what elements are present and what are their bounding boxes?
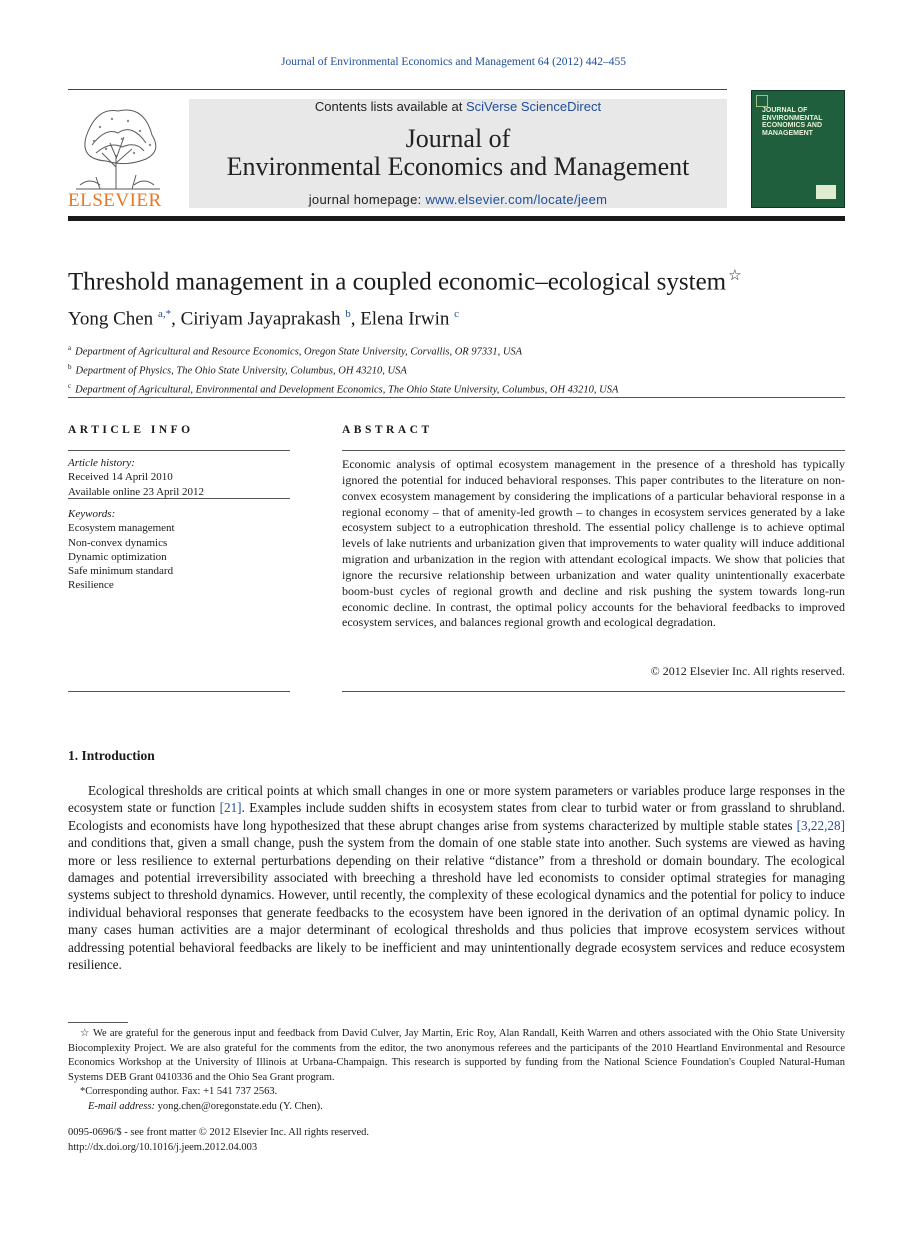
intro-text: Ecological thresholds are critical points at which small changes in one or more system parameters or variables produce large responses in the ecosystem state or function xyxy=(68,783,845,816)
doi-link[interactable]: http://dx.doi.org/10.1016/j.jeem.2012.04.003 xyxy=(68,1142,258,1153)
keyword: Safe minimum standard xyxy=(68,565,174,578)
journal-title-line1: Journal of xyxy=(405,124,511,153)
history-label: Article history: xyxy=(68,457,135,469)
abstract-heading: ABSTRACT xyxy=(342,424,433,436)
author-name[interactable]: Yong Chen xyxy=(68,308,154,330)
header-thick-rule xyxy=(68,216,845,221)
available-date: Available online 23 April 2012 xyxy=(68,485,205,498)
affiliation xyxy=(68,379,618,398)
footnote-rule xyxy=(68,1022,128,1023)
abstract-rule-bottom xyxy=(342,691,845,692)
affiliation-text: Department of Physics, The Ohio State University, Columbus, OH 43210, USA xyxy=(75,365,407,377)
article-title-text: Threshold management in a coupled economic–ecological system xyxy=(68,268,727,296)
keyword: Resilience xyxy=(68,579,114,592)
cover-title: JOURNAL OF ENVIRONMENTAL ECONOMICS AND MANAGEMENT xyxy=(762,107,823,137)
cover-publisher-mark-icon xyxy=(816,185,836,199)
affiliation-mark: b xyxy=(68,363,72,371)
author-name[interactable]: Ciriyam Jayaprakash xyxy=(180,308,341,330)
affiliation-text: Department of Agricultural, Environmental and Development Economics, The Ohio State University, Columbus, OH 43210, USA xyxy=(75,384,619,396)
abstract-text: Economic analysis of optimal ecosystem management in the presence of a threshold has typically ignored the potential for induced behavioral responses. This paper contributes to the literature on non-convex ecosystem management by considering the implications of a particular behavioral response in a regional economy – that of amenity-led growth – to changes in ecosystem services generated by a lake ecosystem subject to a eutrophication threshold. The essential policy challenge is to achieve optimal levels of lake nutrients and urbanization given that improvements to water quality will induce additional migration and urbanization in the region with attendant ecological impacts. We show that policies that ignore the recursive relationship between urbanization and water quality unintentionally exacerbate boom-bust cycles of regional growth and decline and risk pushing the system towards long-run economic decline. In contrast, the optimal policy accounts for the behavioral feedbacks to improved ecosystem services, and balances regional growth and ecological degradation. xyxy=(342,457,845,630)
affiliation-text: Department of Agricultural and Resource Economics, Oregon State University, Corvallis, OR 97331, USA xyxy=(75,346,523,358)
keywords xyxy=(68,507,290,593)
sciencedirect-link[interactable]: SciVerse ScienceDirect xyxy=(465,99,602,114)
author-separator: , xyxy=(350,308,361,330)
article-title xyxy=(68,266,742,296)
keyword: Dynamic optimization xyxy=(68,550,167,563)
author-list xyxy=(68,308,459,330)
citation-link[interactable]: [3,22,28] xyxy=(796,817,845,833)
cover-logo-icon xyxy=(756,95,768,107)
keyword: Ecosystem management xyxy=(68,522,175,535)
author-separator: , xyxy=(171,308,181,330)
abstract-copyright: © 2012 Elsevier Inc. All rights reserved. xyxy=(650,664,845,678)
journal-reference[interactable]: Journal of Environmental Economics and Management 64 (2012) 442–455 xyxy=(281,56,626,68)
author-name[interactable]: Elena Irwin xyxy=(360,308,450,330)
author-affiliation-mark[interactable]: a,* xyxy=(157,308,172,320)
article-info-rule-bottom xyxy=(68,691,290,692)
received-date: Received 14 April 2010 xyxy=(68,471,173,484)
journal-title xyxy=(189,125,727,181)
section-heading-introduction: 1. Introduction xyxy=(68,748,155,763)
journal-title-line2: Environmental Economics and Management xyxy=(226,152,690,181)
affiliation xyxy=(68,341,618,360)
article-info-heading: ARTICLE INFO xyxy=(68,424,194,436)
title-footnote-star-icon[interactable]: ☆ xyxy=(728,268,742,284)
issn-line: 0095-0696/$ - see front matter © 2012 Elsevier Inc. All rights reserved. xyxy=(68,1127,370,1138)
abstract-rule-top xyxy=(342,450,845,451)
affiliation-rule xyxy=(68,397,845,398)
affiliation xyxy=(68,360,618,379)
author-affiliation-mark[interactable]: c xyxy=(454,308,459,320)
acknowledgment-text: We are grateful for the generous input and feedback from David Culver, Jay Martin, Eric Roy, Alan Randall, Keith Warren and others associated with the Ohio State University Biocomplexity Project. We are also grateful for the comments from the editor, the two anonymous referees and the participants of the 2010 Heartland Environmental and Resource Economics Workshop at the University of Illinois at Urbana-Champaign. This research is supported by funding from the National Science Foundation's Coupled Natural-Human Systems DEB Grant 0410336 and the Ohio Sea Grant program. xyxy=(68,1028,845,1083)
introduction-paragraph xyxy=(68,782,845,973)
intro-text: . Examples include sudden shifts in ecosystem states from clear to turbid water or from grassland to shrubland. Ecologists and economists have long hypothesized that these abrupt changes arise from systems characterized by multiple stable states xyxy=(68,800,845,833)
email-address[interactable]: yong.chen@oregonstate.edu (Y. Chen). xyxy=(154,1100,323,1112)
article-info-rule-mid xyxy=(68,498,290,499)
intro-text: and conditions that, given a small change, push the system from the domain of one stable state into another. Such systems are viewed as having more or less resilience to external perturbations depending on their relative “distance” from a threshold or domain boundary. The ecological damages and potential irreversibility associated with breeching a threshold have led economists to consider optimal strategies for managing systems subject to threshold dynamics. However, until recently, the complexity of these ecological dynamics and the potential for policy to induce individual behavioral responses that generate feedbacks to the ecosystem have been ignored in the derivation of an optimal dynamic policy. In many cases human activities are a major determinant of ecological thresholds and thus policies that improve ecosystem services without addressing potential behavioral feedbacks are likely to be inefficient and may unintentionally degrade ecosystem services and reduce ecosystem resilience. xyxy=(68,835,845,973)
keyword: Non-convex dynamics xyxy=(68,536,168,549)
journal-cover-thumbnail[interactable] xyxy=(751,90,845,208)
article-info-rule-top xyxy=(68,450,290,451)
email-note xyxy=(68,1100,845,1115)
affiliation-mark: c xyxy=(68,382,72,390)
affiliation-mark: a xyxy=(68,344,72,352)
front-matter-meta xyxy=(68,1125,369,1155)
header-top-rule xyxy=(68,89,727,90)
citation-link[interactable]: [21] xyxy=(219,800,242,816)
homepage-line xyxy=(189,192,727,207)
contents-prefix: Contents lists available at xyxy=(314,99,466,114)
author-affiliation-mark[interactable]: b xyxy=(345,308,351,320)
footnotes xyxy=(68,1027,845,1114)
email-label: E-mail address: xyxy=(88,1100,155,1112)
keywords-label: Keywords: xyxy=(68,508,116,520)
homepage-prefix: journal homepage: xyxy=(308,192,426,207)
affiliations xyxy=(68,341,618,398)
corresponding-author-note: *Corresponding author. Fax: +1 541 737 2563. xyxy=(80,1086,278,1097)
contents-line xyxy=(189,99,727,114)
homepage-link[interactable]: www.elsevier.com/locate/jeem xyxy=(425,192,608,207)
footnote-star-icon: ☆ xyxy=(80,1028,90,1039)
article-history xyxy=(68,456,290,499)
elsevier-wordmark: ELSEVIER xyxy=(68,190,162,211)
acknowledgment-footnote xyxy=(68,1027,845,1085)
